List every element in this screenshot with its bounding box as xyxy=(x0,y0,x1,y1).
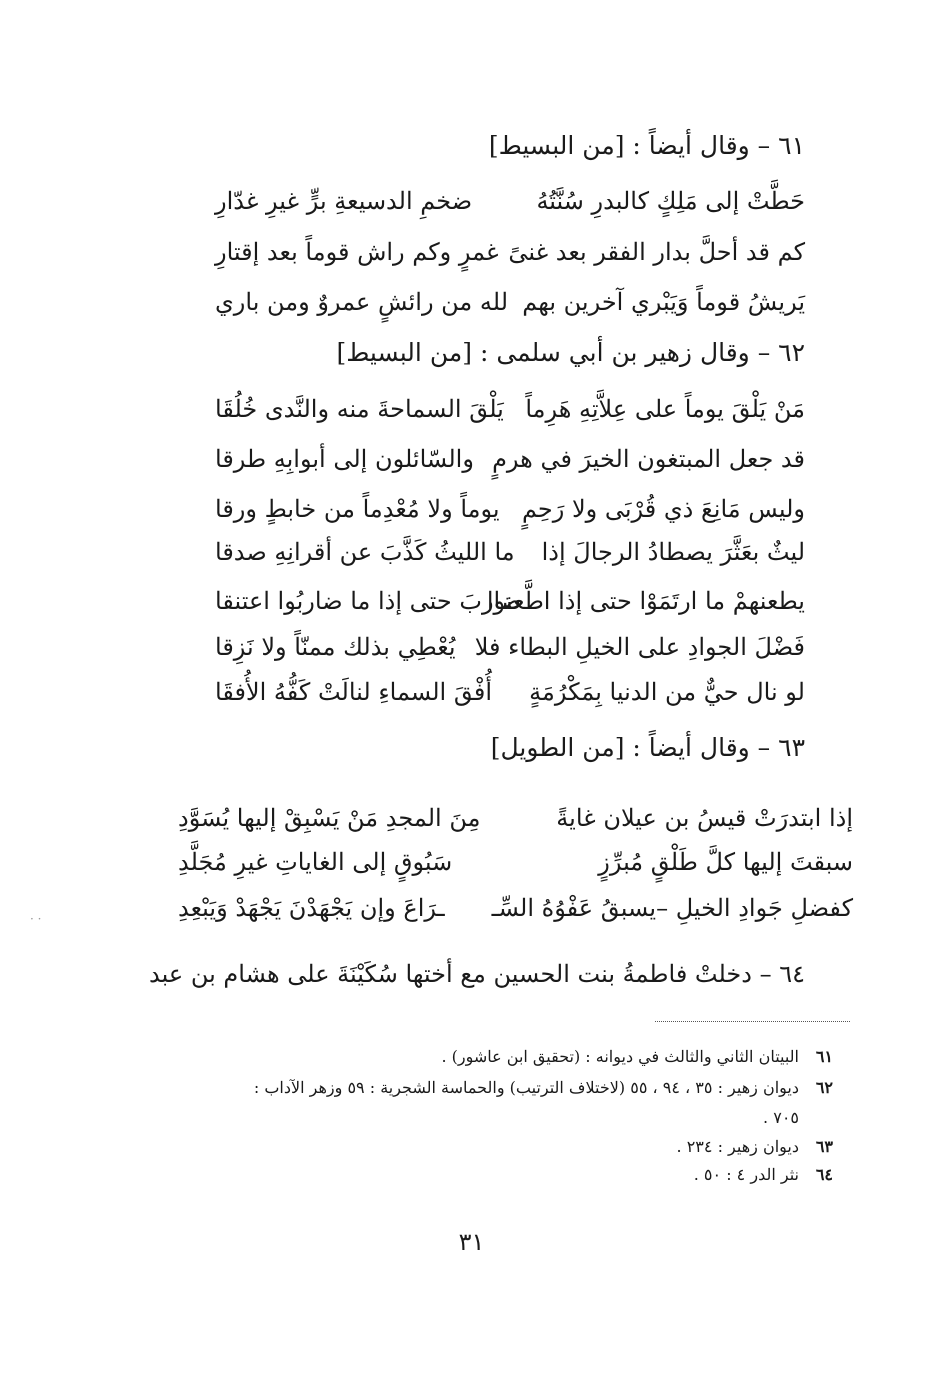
verse-63-3 xyxy=(178,886,853,930)
hemistich-first: يطعنهمْ ما ارتَمَوْا حتى إذا اطَّعنوا xyxy=(486,587,805,615)
hemistich-second: لله من رائشٍ عمروٌ ومن باري xyxy=(215,288,509,316)
poem-heading-61: ٦١ – وقال أيضاً : [من البسيط] xyxy=(488,131,805,160)
poem-heading-62: ٦٢ – وقال زهير بن أبي سلمى : [من البسيط] xyxy=(336,338,805,367)
page-number: ٣١ xyxy=(458,1228,485,1256)
verse-61-3 xyxy=(215,280,805,324)
verse-62-3 xyxy=(215,487,805,531)
hemistich-first: إذا ابتدرَتْ قيسُ بن عيلان غايةً xyxy=(556,804,853,832)
footnote-number: ٦١ xyxy=(815,1047,833,1066)
footnote-63 xyxy=(677,1134,833,1160)
footnote-64 xyxy=(694,1162,833,1188)
hemistich-second: يُعْطِي بذلك ممنّاً ولا نَزِقا xyxy=(215,633,456,661)
prose-64: ٦٤ – دخلتْ فاطمةُ بنت الحسين مع أختها سُكَيْنَةَ على هشام بن عبد xyxy=(149,960,805,988)
hemistich-first: كفضلِ جَوادِ الخيلِ –يسبقُ عَفْوُهُ السِّـ xyxy=(491,894,853,922)
hemistich-first: سبقتَ إليها كلَّ طَلْقٍ مُبرِّزٍ xyxy=(598,848,853,876)
hemistich-first: ليثٌ بعَثَّرَ يصطادُ الرجالَ إذا xyxy=(541,538,805,566)
verse-61-2 xyxy=(215,230,805,274)
footnote-62-cont xyxy=(763,1105,833,1131)
footnote-number: ٦٤ xyxy=(815,1165,833,1184)
hemistich-second: يَلْقَ السماحةَ منه والنَّدى خُلُقَا xyxy=(215,395,504,423)
footnote-separator xyxy=(655,1021,850,1022)
poem-heading-63: ٦٣ – وقال أيضاً : [من الطويل] xyxy=(490,733,805,762)
footnote-62 xyxy=(254,1075,833,1101)
verse-62-2 xyxy=(215,437,805,481)
hemistich-first: لو نال حيٌّ من الدنيا بِمَكْرُمَةٍ xyxy=(529,678,805,706)
hemistich-second: ما الليثُ كَذَّبَ عن أقرانِهِ صدقا xyxy=(215,538,515,566)
footnote-text: نثر الدر ٤ : ٥٠ . xyxy=(693,1165,799,1184)
hemistich-second: والسّائلون إلى أبوابِهِ طرقا xyxy=(215,445,474,473)
verse-63-2 xyxy=(178,840,853,884)
hemistich-second: أُفْقَ السماءِ لنالَتْ كَفُّهُ الأُفقَا xyxy=(215,678,492,706)
hemistich-second: غمرٍ وكم راش قوماً بعد إقتارِ xyxy=(215,238,499,266)
footnote-text: ديوان زهير : ٢٣٤ . xyxy=(676,1137,799,1156)
verse-62-4 xyxy=(215,530,805,574)
verse-62-7 xyxy=(215,670,805,714)
hemistich-second: ضخمِ الدسيعةِ برٍّ غيرِ غدّارِ xyxy=(215,187,473,215)
footnote-text: ديوان زهير : ٣٥ ، ٩٤ ، ٥٥ (لاختلاف الترتيب) والحماسة الشجرية : ٥٩ وزهر الآداب : xyxy=(253,1078,799,1097)
hemistich-first: فَضْلَ الجوادِ على الخيلِ البطاء فلا xyxy=(474,633,805,661)
hemistich-first: قد جعل المبتغون الخيرَ في هرمٍ xyxy=(492,445,805,473)
hemistich-first: يَريشُ قوماً وَيَبْري آخرين بهم xyxy=(522,288,805,316)
footnote-text: ٧٠٥ . xyxy=(763,1108,799,1127)
hemistich-first: كم قد أحلَّ بدار الفقر بعد غنىً xyxy=(508,238,805,266)
hemistich-second: ضاربَ حتى إذا ما ضاربُوا اعتنقا xyxy=(215,587,522,615)
hemistich-first: وليس مَانِعَ ذي قُرْبَى ولا رَحِمٍ xyxy=(521,495,805,523)
scan-speck: · · xyxy=(30,912,42,926)
hemistich-second: سَبُوقٍ إلى الغاياتِ غيرِ مُجَلَّدِ xyxy=(178,848,453,876)
verse-62-6 xyxy=(215,625,805,669)
footnote-61 xyxy=(441,1044,833,1070)
verse-62-5 xyxy=(215,579,805,623)
hemistich-first: حَطَّتْ إلى مَلِكٍ كالبدرِ سُنَّتُهُ xyxy=(536,187,805,215)
hemistich-second: ـرَاعَ وإن يَجْهَدْنَ يَجْهَدْ وَيَبْعِدِ xyxy=(178,894,445,922)
hemistich-first: مَنْ يَلْقَ يوماً على عِلاَّتِهِ هَرِماً xyxy=(525,395,805,423)
verse-63-1 xyxy=(178,796,853,840)
verse-61-1 xyxy=(215,179,805,223)
hemistich-second: يوماً ولا مُعْدِماً من خابطٍ ورقا xyxy=(215,495,500,523)
footnote-number: ٦٢ xyxy=(815,1078,833,1097)
verse-62-1 xyxy=(215,387,805,431)
footnote-number: ٦٣ xyxy=(815,1137,833,1156)
footnote-text: البيتان الثاني والثالث في ديوانه : (تحقيق ابن عاشور) . xyxy=(441,1047,799,1066)
hemistich-second: مِنَ المجدِ مَنْ يَسْبِقْ إليها يُسَوَّدِ xyxy=(178,804,481,832)
